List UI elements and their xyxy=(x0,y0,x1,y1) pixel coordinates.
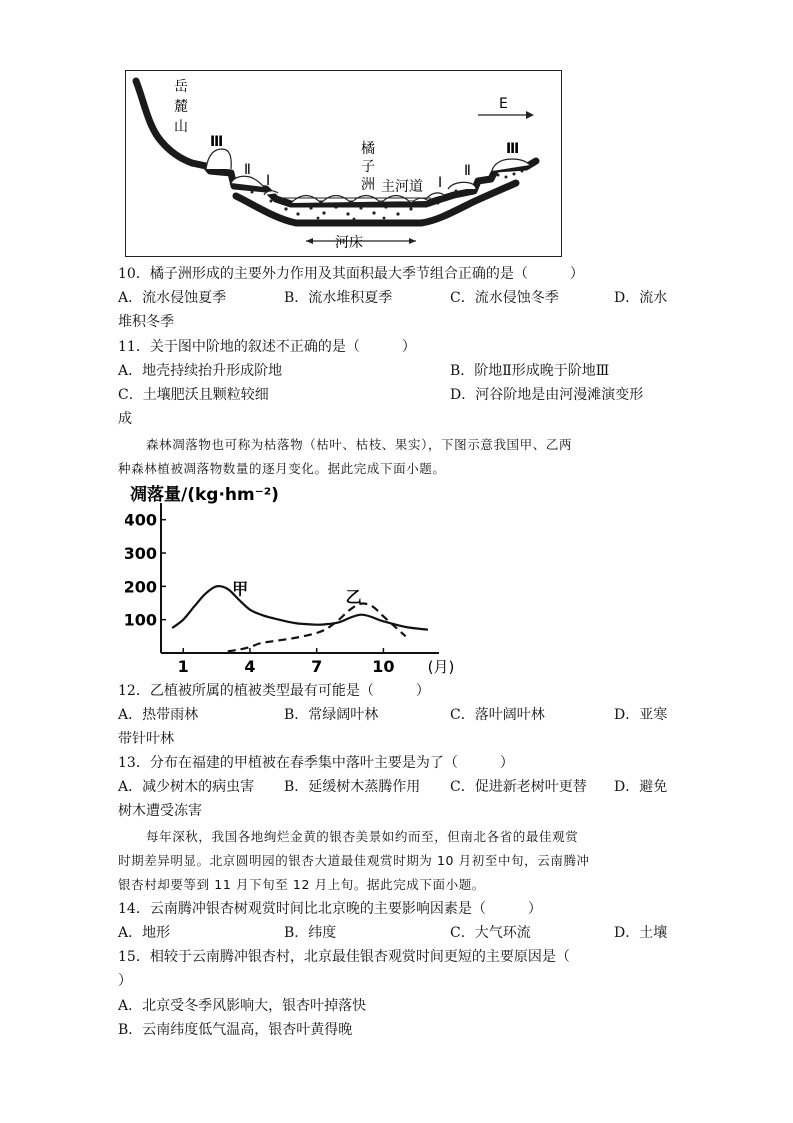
mountain-label-3: 山 xyxy=(174,119,188,135)
x-tick-label: 4 xyxy=(244,657,256,676)
litterfall-chart xyxy=(125,480,470,680)
q13-option-d: D．避免 xyxy=(614,779,668,795)
q11-option-b: B．阶地Ⅱ形成晚于阶地Ⅲ xyxy=(450,363,610,379)
riverbed-label: 河床 xyxy=(335,235,363,251)
island-label-1: 橘 xyxy=(361,141,375,157)
q10-stem: 10．橘子洲形成的主要外力作用及其面积最大季节组合正确的是（ ） xyxy=(118,266,584,282)
q12-option-d: D．亚寒 xyxy=(614,707,668,723)
y-tick-label: 200 xyxy=(125,577,157,597)
q14-option-a: A．地形 xyxy=(118,925,171,941)
q12-option-d-continued: 带针叶林 xyxy=(118,731,174,747)
q11-option-d-continued: 成 xyxy=(118,411,132,427)
x-axis-label: (月) xyxy=(427,658,455,676)
litterfall-chart-svg xyxy=(125,480,470,680)
series-line-yi xyxy=(228,604,406,652)
terrace-label-right-1: Ⅰ xyxy=(438,175,443,191)
terrace-label-left-3: Ⅲ xyxy=(210,134,224,150)
intro3-line3: 银杏村却要等到 11 月下旬至 12 月上旬。据此完成下面小题。 xyxy=(118,877,485,892)
q15-option-a: A．北京受冬季风影响大，银杏叶掉落快 xyxy=(118,998,367,1014)
q11-option-d: D．河谷阶地是由河漫滩演变形 xyxy=(450,387,644,403)
q12-option-b: B．常绿阔叶林 xyxy=(284,707,379,723)
q13-option-a: A．减少树木的病虫害 xyxy=(118,779,255,795)
q13-stem: 13．分布在福建的甲植被在春季集中落叶主要是为了（ ） xyxy=(118,755,514,771)
q15-option-b: B．云南纬度低气温高，银杏叶黄得晚 xyxy=(118,1022,353,1038)
island-label-3: 洲 xyxy=(361,177,375,193)
q14-option-c: C．大气环流 xyxy=(450,925,531,941)
x-tick-label: 1 xyxy=(177,657,189,676)
q11-stem: 11．关于图中阶地的叙述不正确的是（ ） xyxy=(118,339,416,355)
terrace-label-left-2: Ⅱ xyxy=(244,162,251,178)
series-label-yi: 乙 xyxy=(345,587,362,607)
q11-option-a: A．地壳持续抬升形成阶地 xyxy=(118,363,283,379)
chart-title: 凋落量/(kg·hm⁻²) xyxy=(130,485,279,505)
q10-option-a: A．流水侵蚀夏季 xyxy=(118,290,227,306)
q10-option-b: B．流水堆积夏季 xyxy=(284,290,393,306)
q13-option-d-continued: 树木遭受冻害 xyxy=(118,803,202,819)
x-tick-label: 10 xyxy=(372,657,395,676)
q12-option-c: C．落叶阔叶林 xyxy=(450,707,545,723)
q10-option-d: D．流水 xyxy=(614,290,668,306)
terrace-label-right-3: Ⅲ xyxy=(506,141,520,157)
q13-option-c: C．促进新老树叶更替 xyxy=(450,779,587,795)
river-terrace-figure xyxy=(125,70,562,257)
terrace-label-right-2: Ⅱ xyxy=(464,163,471,179)
intro2-line1: 森林凋落物也可称为枯落物（枯叶、枯枝、果实），下图示意我国甲、乙两 xyxy=(146,437,573,452)
main-channel-label: 主河道 xyxy=(381,179,423,195)
x-tick-label: 7 xyxy=(311,657,323,676)
q11-option-c: C．土壤肥沃且颗粒较细 xyxy=(118,387,269,403)
terrace-label-left-1: Ⅰ xyxy=(266,173,271,189)
q12-option-a: A．热带雨林 xyxy=(118,707,199,723)
y-tick-label: 100 xyxy=(125,610,157,630)
q15-stem-continued: ） xyxy=(118,973,132,989)
q10-option-c: C．流水侵蚀冬季 xyxy=(450,290,559,306)
intro3-line2: 时期差异明显。北京圆明园的银杏大道最佳观赏时期为 10 月初至中旬，云南腾冲 xyxy=(118,853,590,868)
mountain-label-1: 岳 xyxy=(174,79,188,95)
direction-label: E xyxy=(499,96,508,112)
q13-option-b: B．延缓树木蒸腾作用 xyxy=(284,779,421,795)
mountain-label-2: 麓 xyxy=(174,99,188,115)
q14-stem: 14．云南腾冲银杏树观赏时间比北京晚的主要影响因素是（ ） xyxy=(118,901,542,917)
y-tick-label: 400 xyxy=(125,510,157,530)
river-terrace-diagram xyxy=(126,71,561,256)
series-label-jia: 甲 xyxy=(232,579,249,599)
series-line-jia xyxy=(172,586,428,630)
q10-option-d-continued: 堆积冬季 xyxy=(118,314,174,330)
q14-option-b: B．纬度 xyxy=(284,925,337,941)
q14-option-d: D．土壤 xyxy=(614,925,668,941)
q12-stem: 12．乙植被所属的植被类型最有可能是（ ） xyxy=(118,683,430,699)
q15-stem: 15．相较于云南腾冲银杏村，北京最佳银杏观赏时间更短的主要原因是（ xyxy=(118,949,570,965)
y-tick-label: 300 xyxy=(125,544,157,563)
island-label-2: 子 xyxy=(361,159,375,175)
intro3-line1: 每年深秋，我国各地绚烂金黄的银杏美景如约而至，但南北各省的最佳观赏 xyxy=(146,829,579,844)
intro2-line2: 种森林植被凋落物数量的逐月变化。据此完成下面小题。 xyxy=(118,461,446,476)
